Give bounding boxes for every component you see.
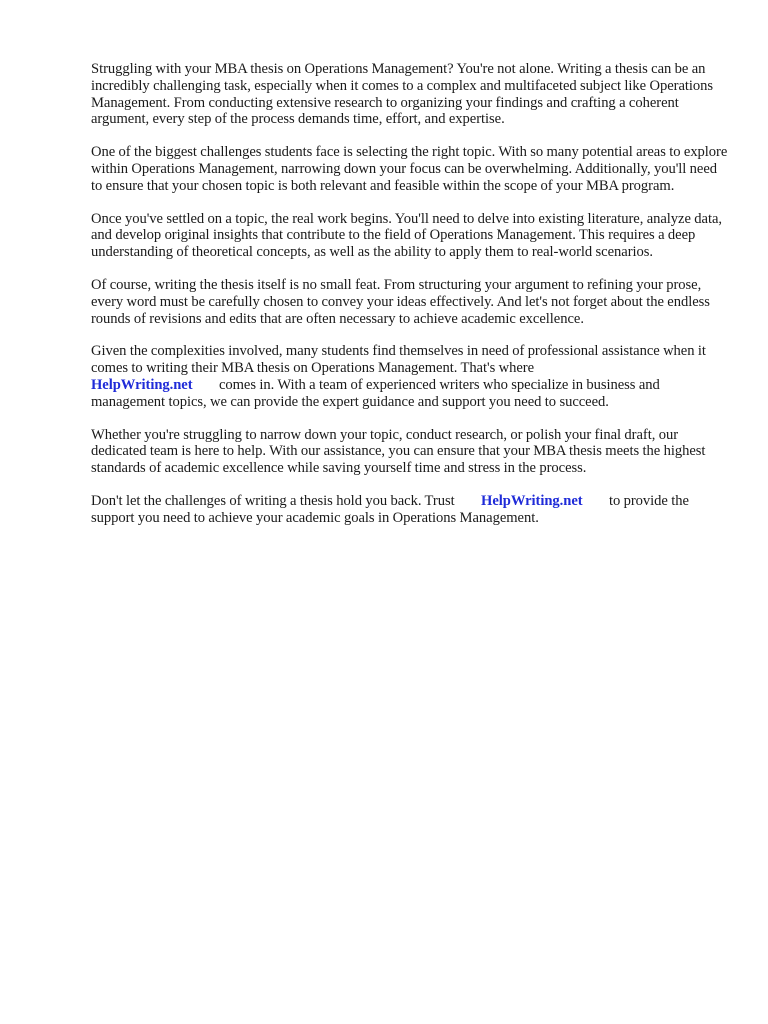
helpwriting-link-cta[interactable]: HelpWriting.net <box>481 492 583 509</box>
helpwriting-link[interactable]: HelpWriting.net <box>91 376 193 393</box>
paragraph-topic-selection: One of the biggest challenges students face is selecting the right topic. With so many potential areas to explore within Operations Management, narrowing down your focus can be overwhelming. Additionally, you'll need to ensure that your chosen topic is both relevant and feasible within the scope of your MBA program. <box>91 144 728 194</box>
paragraph-text: comes in. With a team of experienced writers who specialize in business and management topics, we can provide the expert guidance and support you need to succeed. <box>91 376 660 410</box>
paragraph-team-help: Whether you're struggling to narrow down your topic, conduct research, or polish your final draft, our dedicated team is here to help. With our assistance, you can ensure that your MBA thesis meets the highest standards of academic excellence while saving yourself time and stress in the process. <box>91 426 706 477</box>
paragraph-call-to-action <box>91 493 731 527</box>
paragraph-research-work: Once you've settled on a topic, the real work begins. You'll need to delve into existing literature, analyze data, and develop original insights that contribute to the field of Operations Management. This requires a deep understanding of theoretical concepts, as well as the ability to apply them to real-world scenarios. <box>91 210 723 261</box>
document-body <box>91 61 731 543</box>
paragraph-intro: Struggling with your MBA thesis on Operations Management? You're not alone. Writing a thesis can be an incredibly challenging task, especially when it comes to a complex and multifaceted subject like Operations Management. From conducting extensive research to organizing your findings and crafting a coherent argument, every step of the process demands time, effort, and expertise. <box>91 61 714 128</box>
paragraph-text: Don't let the challenges of writing a thesis hold you back. Trust <box>91 492 455 509</box>
paragraph-professional-assistance <box>91 343 731 410</box>
paragraph-writing-challenges: Of course, writing the thesis itself is no small feat. From structuring your argument to refining your prose, every word must be carefully chosen to convey your ideas effectively. And let's not forget about the endless rounds of revisions and edits that are often necessary to achieve academic excellence. <box>91 276 710 327</box>
paragraph-text: Given the complexities involved, many students find themselves in need of professional assistance when it comes to writing their MBA thesis on Operations Management. That's where <box>91 343 706 377</box>
paragraph-text: to provide the support you need to achieve your academic goals in Operations Management. <box>91 492 689 526</box>
